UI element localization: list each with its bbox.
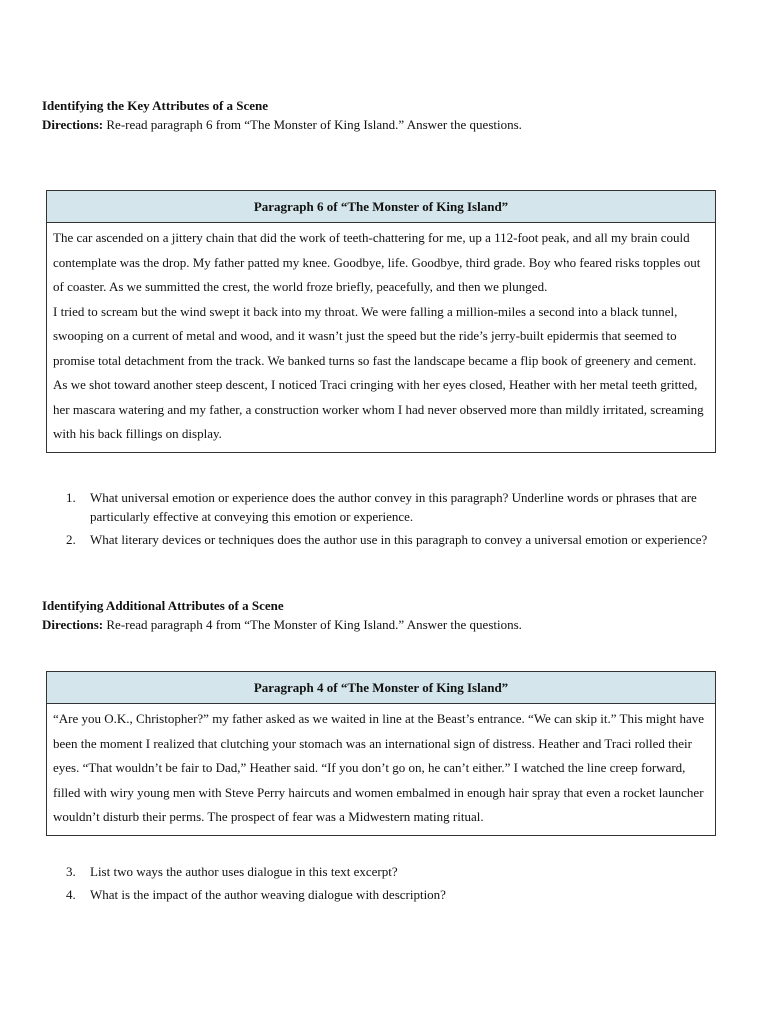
paragraph-text: “Are you O.K., Christopher?” my father asked as we waited in line at the Beast’s entrance. “We can skip it.” This might have been the moment I realized that clutching your stomach was an international sign of distress. Heather and Traci rolled their eyes. “That wouldn’t be fair to Dad,” Heather said. “If you don’t go on, he can’t either.” I watched the line creep forward, filled with wiry young men with Steve Perry haircuts and women embalmed in enough hair spray that even a rocket launcher wouldn’t disturb their perms. The prospect of fear was a Midwestern mating ritual.: [53, 711, 705, 824]
question-text: What is the impact of the author weaving dialogue with description?: [90, 887, 446, 902]
section-heading: Identifying Additional Attributes of a Scene: [42, 598, 284, 613]
question-number: 2.: [66, 532, 76, 547]
question-text: What universal emotion or experience does the author convey in this paragraph? Underline words or phrases that are particularly effective at conveying this emotion or experience.: [90, 490, 697, 524]
question-number: 3.: [66, 864, 76, 879]
directions: [42, 116, 732, 134]
paragraph-text: I tried to scream but the wind swept it back into my throat. We were falling a million-miles a second into a black tunnel, swooping on a current of metal and wood, and it wasn’t just the speed but the ride’s jerry-built epidermis that seemed to promise total detachment from the track. We banked turns so fast the landscape became a flip book of greenery and cement. As we shot toward another steep descent, I noticed Traci cringing with her eyes closed, Heather with her metal teeth gritted, her mascara watering and my father, a construction worker whom I had never observed more than mildly irritated, screaming with his back fillings on display.: [53, 303, 704, 441]
paragraph-4-box: [46, 671, 716, 836]
question-text: What literary devices or techniques does the author use in this paragraph to convey a universal emotion or experience?: [90, 532, 708, 547]
question-number: 4.: [66, 887, 76, 902]
box-title: Paragraph 6 of “The Monster of King Island”: [47, 191, 715, 223]
box-title: Paragraph 4 of “The Monster of King Island”: [47, 672, 715, 704]
directions-text: Re-read paragraph 6 from “The Monster of King Island.” Answer the questions.: [103, 117, 522, 132]
directions-label: Directions:: [42, 617, 104, 632]
question-item: [66, 862, 726, 881]
directions: [42, 616, 732, 634]
section-heading: Identifying the Key Attributes of a Scene: [42, 98, 269, 113]
box-body: [47, 704, 715, 835]
question-item: [66, 488, 726, 526]
paragraph-6-box: [46, 190, 716, 453]
question-item: [66, 530, 726, 549]
directions-label: Directions:: [42, 117, 104, 132]
question-number: 1.: [66, 490, 76, 505]
question-list-1: [66, 488, 726, 553]
box-body: [47, 223, 715, 452]
paragraph-text: The car ascended on a jittery chain that did the work of teeth-chattering for me, up a 112-foot peak, and all my brain could contemplate was the drop. My father patted my knee. Goodbye, life. Goodbye, third grade. Boy who feared risks topples out of coaster. As we summitted the crest, the world froze briefly, peacefully, and then we plunged.: [53, 230, 701, 294]
question-list-2: [66, 862, 726, 908]
question-text: List two ways the author uses dialogue in this text excerpt?: [90, 864, 398, 879]
question-item: [66, 885, 726, 904]
section-additional-attributes: [42, 597, 732, 634]
section-key-attributes: [42, 97, 732, 134]
directions-text: Re-read paragraph 4 from “The Monster of King Island.” Answer the questions.: [103, 617, 522, 632]
